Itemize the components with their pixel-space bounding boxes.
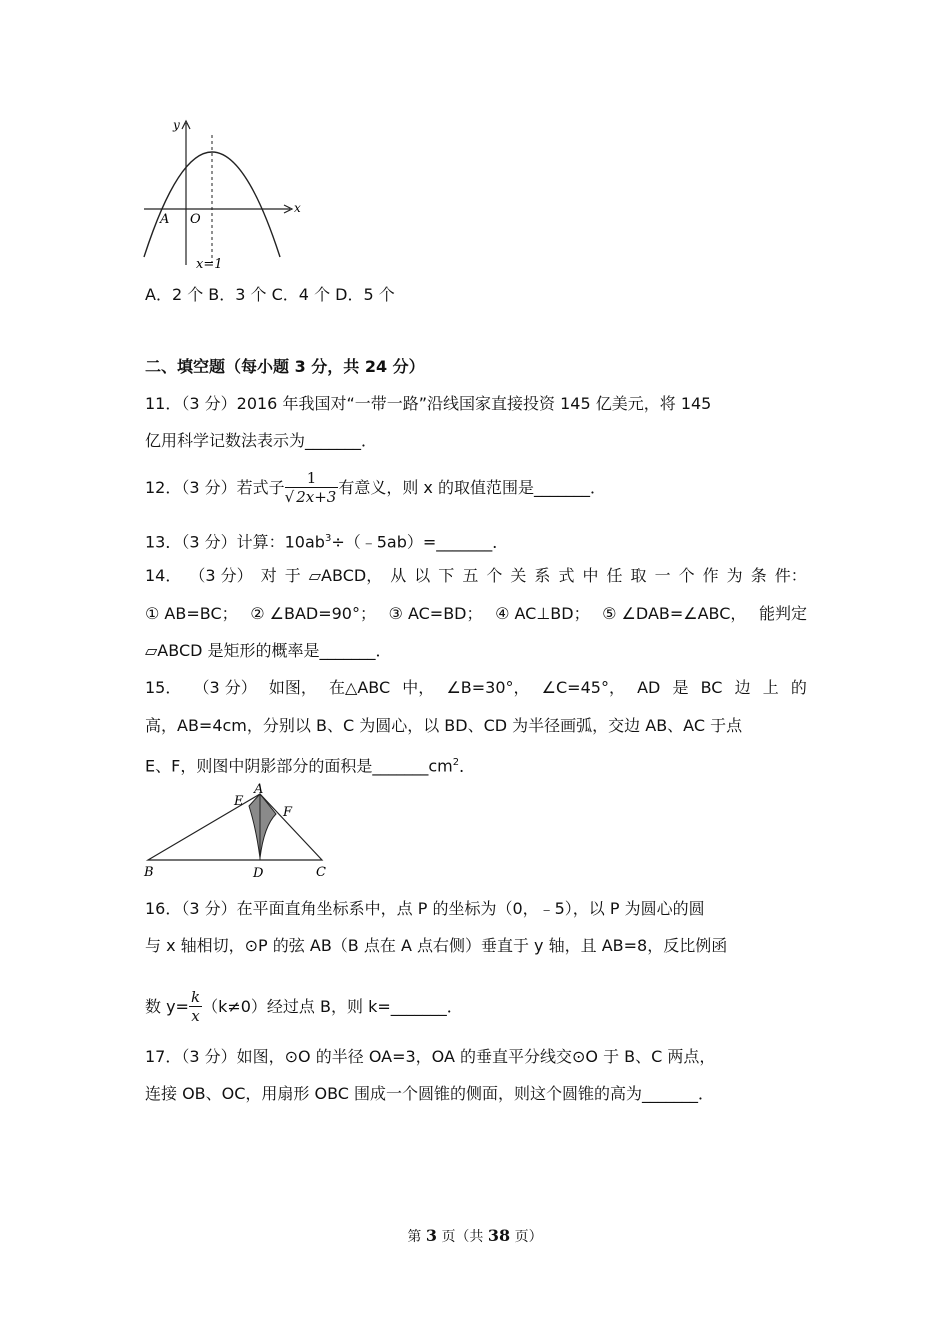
q14-condition: ② ∠BAD=90°； (250, 604, 376, 623)
q13-prefix: 13．（3 分）计算：10ab (145, 532, 325, 552)
q15-word: 15． (145, 678, 182, 697)
q14-word: 作 (702, 566, 719, 585)
parabola-graph (140, 115, 310, 275)
q14-word: 五 (462, 566, 479, 585)
q10-options: A．2 个 B．3 个 C．4 个 D．5 个 (145, 285, 395, 304)
q11-line1 (145, 393, 711, 415)
q15-line2: 高，AB=4cm，分别以 B、C 为圆心，以 BD、CD 为半径画弧，交边 AB、AC 于点 (145, 716, 743, 735)
q14-word: 以 (414, 566, 431, 585)
q14-word: 关 (510, 566, 527, 585)
q14-line3: ▱ABCD 是矩形的概率是_______． (145, 641, 392, 660)
q12-frac-denominator: 2x+3 (296, 488, 337, 506)
q15-word: 中， (402, 678, 435, 697)
q14-word: 系 (534, 566, 551, 585)
q14-word: 14． (145, 566, 182, 585)
q12-prefix: 12．（3 分）若式子 (145, 478, 285, 497)
q15-word: ∠C=45°， (541, 678, 625, 697)
origin-label: O (190, 212, 201, 227)
footer-pre: 第 (407, 1229, 422, 1245)
q13-suffix: ÷（﹣5ab）=_______． (331, 532, 509, 552)
q14-word: 个 (486, 566, 503, 585)
q14-word: 取 (630, 566, 647, 585)
q14-word: ▱ABCD， (308, 566, 383, 585)
q12-frac-numerator: 1 (285, 470, 339, 488)
q11-line2: 亿用科学记数法表示为_______． (145, 431, 378, 450)
q15-word: 边 (734, 678, 751, 697)
q14-condition: ③ AC=BD； (388, 604, 483, 623)
q15-word: BC (700, 678, 723, 697)
q15-unit-exponent: 2 (452, 757, 460, 768)
q13-exponent: 3 (324, 533, 332, 544)
vertex-b-label: B (144, 865, 154, 880)
footer-mid: 页（共 (441, 1229, 484, 1245)
axis-equation-label: x=1 (196, 257, 223, 272)
q15-line3-prefix: E、F，则图中阴影部分的面积是_______cm (145, 756, 453, 776)
q16-frac-numerator: k (190, 988, 201, 1006)
point-d-label: D (253, 866, 264, 881)
q14-word: 为 (726, 566, 743, 585)
triangle-figure (140, 780, 340, 882)
current-page-number: 3 (425, 1226, 437, 1245)
q14-word: 一 (654, 566, 671, 585)
q12-fraction (285, 470, 339, 507)
q17-line1 (145, 1046, 715, 1068)
q14-word: 条 (750, 566, 767, 585)
q15-word: AD (637, 678, 661, 697)
q16-prefix: 数 y= (145, 997, 189, 1016)
q14-line1 (145, 565, 807, 587)
q15-word: 在△ABC (329, 678, 391, 697)
q15-line3-suffix: ． (459, 756, 476, 776)
q14-condition: ① AB=BC； (145, 604, 238, 623)
sqrt-symbol: √ 2x+3 (284, 488, 337, 506)
total-page-number: 38 (487, 1226, 511, 1245)
q14-word: 式 (558, 566, 575, 585)
q16-line1: 16．（3 分）在平面直角坐标系中，点 P 的坐标为（0，﹣5），以 P 为圆心的圆 (145, 899, 705, 918)
section-title: 二、填空题（每小题 3 分，共 24 分） (145, 357, 425, 376)
q12-suffix: 有意义，则 x 的取值范围是_______． (338, 478, 606, 497)
q16-frac-denominator: x (191, 1007, 200, 1025)
point-a-label: A (160, 212, 170, 227)
x-axis-label: x (294, 201, 301, 215)
q14-word: 对 (260, 566, 277, 585)
q14-condition: ④ AC⊥BD； (495, 604, 590, 623)
q14-condition: 能判定 (758, 604, 807, 623)
q17-number: 17． (145, 1047, 182, 1066)
q16-line2: 与 x 轴相切，⊙P 的弦 AB（B 点在 A 点右侧）垂直于 y 轴，且 AB=8，反比例函 (145, 936, 728, 955)
vertex-c-label: C (316, 865, 326, 880)
q14-word: 于 (284, 566, 301, 585)
q14-condition: ⑤ ∠DAB=∠ABC， (602, 604, 747, 623)
q14-word: （3 分） (189, 566, 253, 585)
q11-number: 11． (145, 394, 182, 413)
q14-word: 从 (390, 566, 407, 585)
y-axis-label: y (173, 118, 180, 132)
q14-word: 中 (582, 566, 599, 585)
q17-text: （3 分）如图，⊙O 的半径 OA=3，OA 的垂直平分线交⊙O 于 B、C 两点， (181, 1047, 716, 1066)
point-f-label: F (283, 805, 293, 820)
page-footer (0, 1226, 950, 1246)
q15-line1 (145, 677, 807, 699)
q11-text: （3 分）2016 年我国对“一带一路”沿线国家直接投资 145 亿美元，将 145 (181, 394, 712, 413)
q15-word: 上 (762, 678, 779, 697)
q14-word: 下 (438, 566, 455, 585)
footer-post: 页） (514, 1229, 543, 1245)
q16-suffix: （k≠0）经过点 B，则 k=_______． (202, 997, 463, 1016)
q14-word: 个 (678, 566, 695, 585)
q15-word: 是 (672, 678, 689, 697)
q12-line (145, 466, 606, 510)
q15-word: ∠B=30°， (446, 678, 530, 697)
q15-line3 (145, 752, 475, 777)
q16-line3 (145, 985, 463, 1029)
q13-line (145, 528, 508, 553)
q17-line2: 连接 OB、OC，用扇形 OBC 围成一个圆锥的侧面，则这个圆锥的高为_______． (145, 1084, 715, 1103)
vertex-a-label: A (254, 782, 264, 797)
q16-fraction (189, 989, 202, 1026)
q14-line2 (145, 603, 807, 625)
q14-word: 任 (606, 566, 623, 585)
point-e-label: E (234, 794, 244, 809)
q15-word: （3 分） (193, 678, 257, 697)
q14-word: 件： (774, 566, 807, 585)
shaded-region (249, 794, 276, 858)
q15-word: 如图， (268, 678, 317, 697)
q15-word: 的 (790, 678, 807, 697)
